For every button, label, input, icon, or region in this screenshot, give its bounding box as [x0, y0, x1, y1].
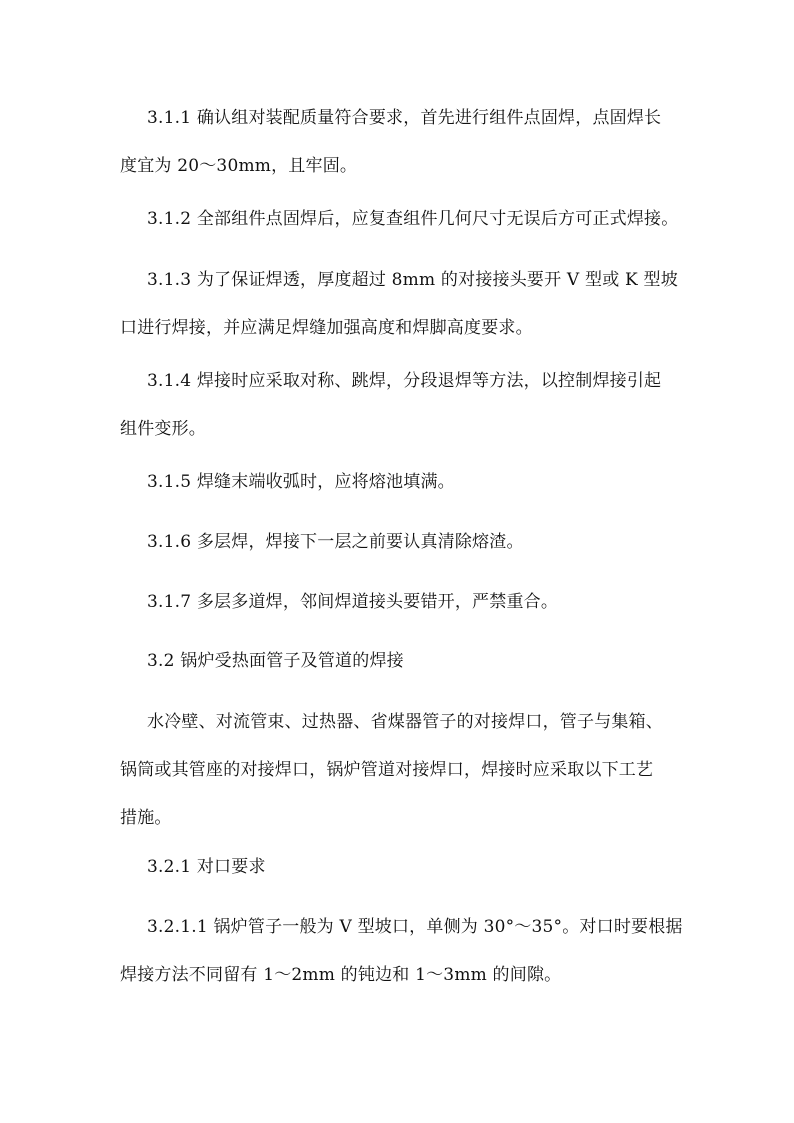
- paragraph-line: 组件变形。: [120, 419, 206, 439]
- section-heading-3-2: [120, 637, 680, 685]
- paragraph-3-1-6: [120, 518, 680, 566]
- paragraph-3-1-2: [120, 195, 680, 243]
- paragraph-3-2-1-1: [120, 903, 683, 999]
- paragraph-line: 3.1.6 多层焊，焊接下一层之前要认真清除熔渣。: [147, 532, 524, 552]
- paragraph-line: 水冷壁、对流管束、过热器、省煤器管子的对接焊口，管子与集箱、: [147, 712, 663, 732]
- paragraph-line: 3.1.1 确认组对装配质量符合要求，首先进行组件点固焊，点固焊长: [147, 108, 662, 128]
- paragraph-line: 3.1.2 全部组件点固焊后，应复查组件几何尺寸无误后方可正式焊接。: [147, 209, 679, 229]
- paragraph-line: 3.1.7 多层多道焊，邻间焊道接头要错开，严禁重合。: [147, 592, 559, 612]
- paragraph-line: 锅筒或其管座的对接焊口，锅炉管道对接焊口，焊接时应采取以下工艺: [120, 760, 654, 780]
- paragraph-3-1-3: [120, 256, 680, 352]
- section-heading-3-2-1: [120, 843, 680, 891]
- paragraph-line: 措施。: [120, 808, 172, 828]
- paragraph-line: 口进行焊接，并应满足焊缝加强高度和焊脚高度要求。: [120, 318, 533, 338]
- paragraph-3-1-4: [120, 357, 680, 453]
- section-heading-line: 3.2 锅炉受热面管子及管道的焊接: [147, 651, 404, 671]
- paragraph-line: 3.1.5 焊缝末端收弧时，应将熔池填满。: [147, 472, 455, 492]
- paragraph-line: 3.1.4 焊接时应采取对称、跳焊，分段退焊等方法，以控制焊接引起: [147, 371, 662, 391]
- paragraph-3-1-7: [120, 578, 680, 626]
- section-heading-line: 3.2.1 对口要求: [147, 857, 266, 877]
- paragraph-line: 3.2.1.1 锅炉管子一般为 V 型坡口，单侧为 30°～35°。对口时要根据: [147, 917, 683, 937]
- paragraph-3-1-5: [120, 458, 680, 506]
- paragraph-line: 焊接方法不同留有 1～2mm 的钝边和 1～3mm 的间隙。: [120, 965, 562, 985]
- paragraph-line: 3.1.3 为了保证焊透，厚度超过 8mm 的对接接头要开 V 型或 K 型坡: [147, 270, 678, 290]
- paragraph-3-1-1: [120, 94, 680, 190]
- paragraph-3-2-intro: [120, 698, 680, 842]
- paragraph-line: 度宜为 20～30mm，且牢固。: [120, 156, 358, 176]
